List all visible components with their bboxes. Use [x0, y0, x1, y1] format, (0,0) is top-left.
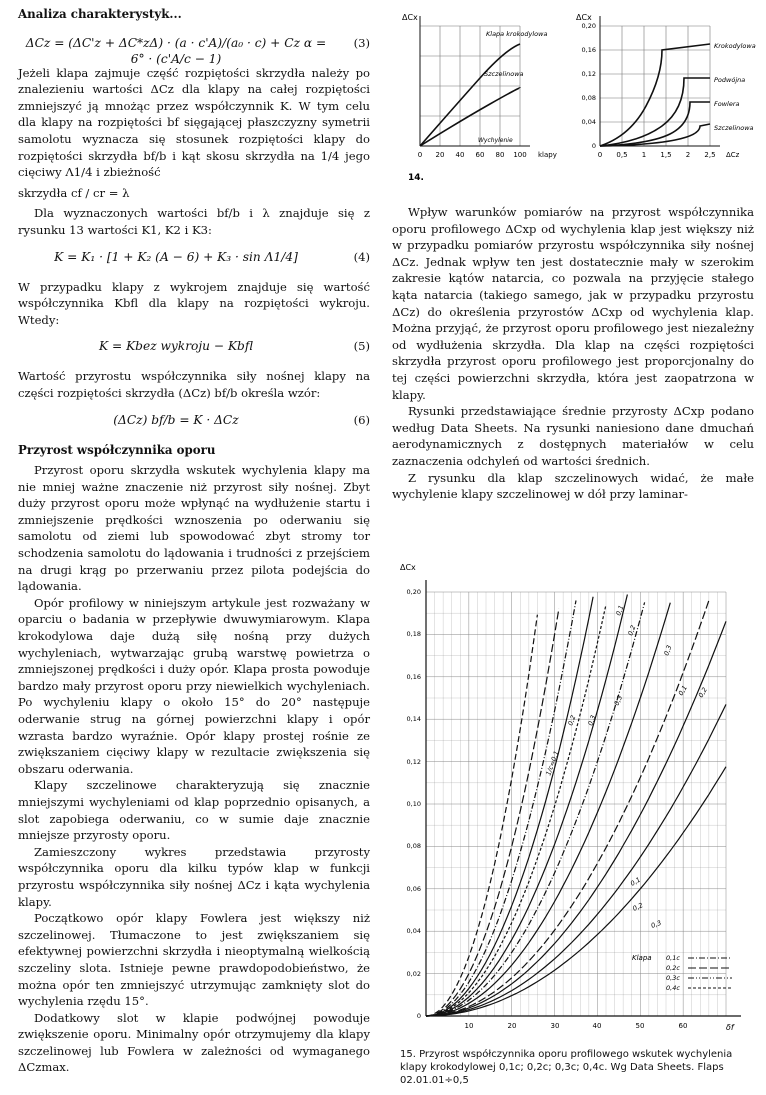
fig14-right-label: Szczelinowa	[714, 124, 754, 132]
fig15-curve-label: 0,3	[662, 644, 674, 657]
paragraph: Przyrost oporu skrzydła wskutek wychylenia klapy ma nie mniej ważne znaczenie niż przyrost siły nośnej. Zbyt duży przyrost oporu może wpłynąć na wydłużenie startu i zmniejszenie prędkości wznoszenia po oderwaniu się samolotu od ziemi lub spowodować zbyt stromy tor schodzenia samolotu do lądowania i trudności z przejściem na drugi krąg po przerwaniu przez pilota podejścia do lądowania.	[18, 463, 370, 594]
fig15-legend-label: 0,4c	[666, 984, 680, 992]
fig14-right-xtick: 0,5	[616, 151, 628, 159]
fig15-ytick: 0,20	[406, 588, 421, 596]
paragraph: Zamieszczony wykres przedstawia przyrosty współczynnika oporu dla kilku typów klap w funkcji przyrostu współczynnika siły nośnej ΔCz i kąta wychylenia klapy.	[18, 844, 370, 909]
fig14-right-label: Krokodylowa	[714, 42, 756, 50]
paragraph: Wartość przyrostu współczynnika siły nośnej klapy na części rozpiętości skrzydła (ΔCz) bf/b określa wzór:	[18, 369, 370, 400]
fig15-curve	[426, 615, 537, 1016]
fig15-curve-label: 0,1	[629, 875, 642, 888]
fig14-left-xtick: 80	[495, 151, 505, 159]
equation-6-number: (6)	[353, 412, 370, 427]
fig14-left-label: Klapa krokodylowa	[486, 30, 548, 38]
fig14-left-chart	[402, 13, 557, 159]
equation-3-number: (3)	[353, 35, 370, 50]
equation-5-number: (5)	[353, 339, 370, 354]
fig14-right-ylabel: ΔCx	[576, 13, 592, 22]
fig15-xtick: 10	[464, 1022, 474, 1030]
fig15-ytick: 0,02	[406, 970, 421, 978]
fig15-ytick: 0	[416, 1012, 421, 1020]
fig14-curve-fowlera	[600, 102, 710, 146]
fig15-curve-label: 0,3	[612, 694, 625, 707]
fig15-ytick: 0,12	[406, 758, 421, 766]
fig14-right-xtick: 0	[597, 151, 603, 159]
fig14-left-xtick: 60	[475, 151, 485, 159]
paragraph: skrzydła cf / cr = λ	[18, 185, 130, 200]
fig15-ytick: 0,04	[406, 927, 421, 935]
figure-15	[396, 556, 760, 1042]
paragraph: Dla wyznaczonych wartości bf/b i λ znajduje się z rysunku 13 wartości K1, K2 i K3:	[18, 206, 370, 237]
fig15-curve-label: 1/c=0,1	[544, 749, 561, 777]
fig15-grid	[426, 592, 726, 1016]
heading-analysis: Analiza charakterystyk...	[18, 7, 182, 21]
fig15-legend-label: 0,2c	[666, 964, 680, 972]
fig14-right-label: Podwójna	[714, 76, 746, 84]
fig14-left-xticks	[418, 151, 527, 159]
equation-6	[18, 408, 370, 436]
fig14-right-xticks	[598, 151, 716, 159]
heading-drag-increment: Przyrost współczynnika oporu	[18, 442, 216, 457]
fig14-right-xtick: 1,5	[660, 151, 672, 159]
fig15-xtick: 30	[550, 1022, 560, 1030]
fig15-curve-label: 0,2	[566, 714, 578, 727]
fig15-ytick: 0,18	[406, 630, 421, 638]
fig14-left-ylabel: ΔCx	[402, 13, 418, 22]
fig14-right-xtick: 2,5	[704, 151, 716, 159]
paragraph: Początkowo opór klapy Fowlera jest większy niż szczelinowej. Tłumaczone to jest zwiększaniem się efektywnej powierzchni skrzydła i nieoptymalną wielkością szczeliny slota. Istnieje pewne prawdopodobieństwo, że można opór ten zmniejszyć utrzymując zamknięty slot do wychylenia rzędu 15°.	[18, 911, 370, 1009]
fig15-ytick: 0,06	[406, 885, 421, 893]
fig14-right-ytick: 0,12	[581, 70, 596, 78]
paragraph: Dodatkowy slot w klapie podwójnej powoduje zwiększenie oporu. Minimalny opór otrzymujemy dla klapy szczelinowej lub Fowlera w zależności od wymaganego ΔCzmax.	[18, 1010, 370, 1075]
equation-3	[18, 31, 370, 67]
fig14-right-xlabel: ΔCz	[726, 151, 740, 159]
fig15-curve-labels	[544, 604, 709, 930]
equation-4-number: (4)	[353, 249, 370, 264]
fig15-legend-title: Klapa	[632, 954, 652, 962]
fig15-curve	[426, 609, 559, 1017]
paragraph: Wpływ warunków pomiarów na przyrost współczynnika oporu profilowego ΔCxp od wychylenia klap jest większy niż w przypadku pomiarów przyrostu współczynnika siły nośnej ΔCz. Jednak wpływ ten jest dostatecznie mały w szerokim zakresie kątów natarcia, co pozwala na przyjęcie stałego kąta natarcia (takiego samego, jak w przypadku przyrostu ΔCz) do określenia przyrostów ΔCxp od wychylenia klap. Można przyjąć, że przyrost oporu profilowego jest niezależny od wydłużenia skrzydła. Dla klap na części rozpiętości skrzydła przyrost oporu profilowego jest proporcjonalny do tej części powierzchni skrzydła, która jest zaopatrzona w klapy.	[392, 205, 754, 402]
paragraph: Jeżeli klapa zajmuje część rozpiętości skrzydła należy po znalezieniu wartości ΔCz dla klapy na całej rozpiętości zmniejszyć ją mnożąc przez współczynnik K. W tym celu dla klapy na rozpiętości bf sięgającej płaszczyzny symetrii samolotu wyznacza się stosunek rozpiętości klapy do rozpiętości skrzydła bf/b i kąt skosu skrzydła na 1/4 jego cięciwy Λ1/4 i zbieżność	[18, 65, 370, 180]
fig15-curve-label: 0,1	[614, 604, 626, 617]
fig14-right-ytick: 0,16	[581, 46, 596, 54]
fig15-ylabel: ΔCx	[400, 563, 416, 572]
fig14-left-xtick: 40	[455, 151, 465, 159]
fig14-right-chart	[576, 13, 756, 159]
fig14-left-xlabel: klapy	[538, 151, 557, 159]
fig15-curve-label: 0,2	[626, 624, 638, 637]
fig14-curve-szczelinowa	[600, 124, 710, 146]
equation-5	[18, 334, 370, 362]
figure-14	[400, 6, 762, 186]
fig15-xtick: 50	[635, 1022, 645, 1030]
fig14-right-ytick: 0,20	[581, 22, 596, 30]
fig15-ytick: 0,08	[406, 842, 421, 850]
fig15-xtick: 60	[678, 1022, 688, 1030]
fig15-curves	[426, 595, 726, 1017]
fig15-curve-label: 0,2	[696, 686, 709, 699]
left-column	[18, 6, 370, 1076]
equation-4	[18, 245, 370, 273]
fig15-curve-label: 0,3	[586, 714, 598, 727]
fig15-curve-label: 0,2	[631, 901, 645, 913]
fig15-xtick: 20	[507, 1022, 517, 1030]
equation-3-body: ΔCz = (ΔC'z + ΔC*zΔ) · (a · c'A)/(a₀ · c) + Cz α = 6° · (c'A/c − 1)	[25, 35, 327, 67]
equation-5-body: K = Kbez wykroju − Kbfl	[99, 339, 253, 354]
fig14-right-xtick: 2	[685, 151, 691, 159]
fig14-right-ytick: 0,08	[581, 94, 596, 102]
fig14-left-label: Szczelinowa	[484, 70, 524, 78]
fig15-curve-label: 0,3	[649, 918, 663, 930]
fig15-legend-label: 0,1c	[666, 954, 680, 962]
fig14-left-xtick: 0	[417, 151, 423, 159]
fig14-caption: 14.	[408, 173, 424, 183]
fig15-legend	[632, 954, 732, 992]
fig14-left-label: Wychylenie	[478, 137, 513, 144]
fig15-xlabel: δf	[726, 1023, 734, 1032]
fig14-right-label: Fowlera	[714, 100, 740, 108]
fig14-right-ytick: 0,04	[581, 118, 596, 126]
fig14-right-ytick: 0	[591, 142, 596, 150]
fig15-curve-label: 0,1	[676, 684, 689, 697]
fig14-right-xtick: 1	[641, 151, 647, 159]
fig15-curve	[426, 601, 576, 1017]
paragraph: Opór profilowy w niniejszym artykule jest rozważany w oparciu o badania w przepływie dwuwymiarowym. Klapa krokodylowa daje dużą siłę nośną przy dużych wychyleniach, wytwarzając grubą warstwę powietrza o zmniejszonej prędkości i duży opór. Klapa prosta powoduje bardzo mały przyrost oporu przy niewielkich wychyleniach. Po wychyleniu klapy o około 15° do 20° następuje oderwanie strug na górnej powierzchni klapy i opór wzrasta bardzo wyraźnie. Opór klapy prostej rośnie ze zwiększaniem cięciwy klapy w rezultacie zwiększenia się obszaru oderwania.	[18, 595, 370, 776]
fig15-ytick: 0,10	[406, 800, 421, 808]
right-column	[392, 204, 754, 503]
paragraph: Klapy szczelinowe charakteryzują się znacznie mniejszymi wychyleniami od klap poprzednio opisanych, a slot zapobiega oderwaniu, co w sumie daje znacznie mniejsze przyrosty oporu.	[18, 778, 370, 843]
fig15-yticks	[407, 588, 421, 1020]
fig14-left-xtick: 20	[435, 151, 445, 159]
fig15-legend-label: 0,3c	[666, 974, 680, 982]
fig15-curve	[426, 602, 645, 1016]
fig15-xtick: 40	[592, 1022, 602, 1030]
paragraph: W przypadku klapy z wykrojem znajduje się wartość współczynnika Kbfl dla klapy na rozpiętości wykroju. Wtedy:	[18, 279, 370, 327]
fig15-xticks	[465, 1022, 688, 1030]
fig15-ytick: 0,14	[406, 715, 421, 723]
fig15-caption: 15. Przyrost współczynnika oporu profilowego wskutek wychylenia klapy krokodylowej 0,1c; 0,2c; 0,3c; 0,4c. Wg Data Sheets. Flaps 02.01.01÷0,5	[400, 1049, 733, 1086]
equation-6-body: (ΔCz) bf/b = K · ΔCz	[113, 412, 239, 427]
paragraph: Z rysunku dla klap szczelinowych widać, że małe wychylenie klapy szczelinowej w dół przy laminar-	[392, 470, 754, 502]
fig14-right-yticks	[582, 22, 596, 150]
fig14-left-xtick: 100	[513, 151, 527, 159]
equation-4-body: K = K₁ · [1 + K₂ (A − 6) + K₃ · sin Λ1/4]	[54, 249, 298, 264]
paragraph: Rysunki przedstawiające średnie przyrosty ΔCxp podano według Data Sheets. Na rysunki naniesiono dane dmuchań aerodynamicznych z dostępnych materiałów w celu zaznaczenia odchyleń od wartości średnich.	[392, 404, 754, 468]
fig15-ytick: 0,16	[406, 673, 421, 681]
